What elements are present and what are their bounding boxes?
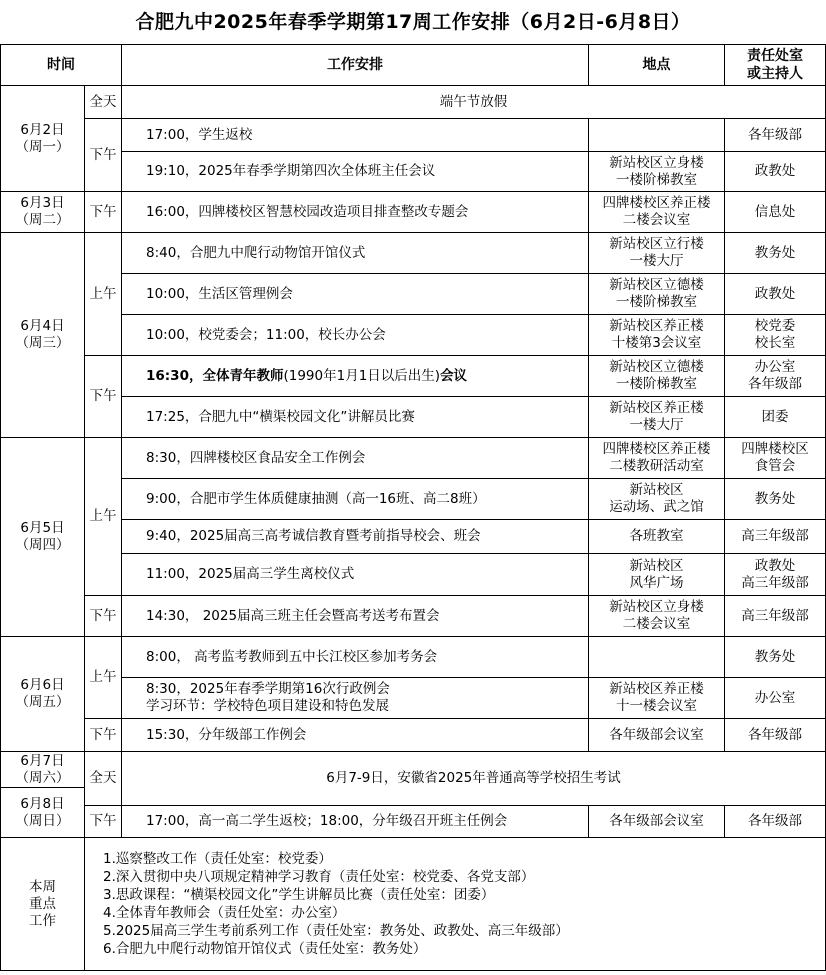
owner-cell: 四牌楼校区 食管会 [725, 438, 826, 479]
period-cell: 上午 [85, 637, 122, 719]
date-cell: 6月6日 （周五） [1, 637, 85, 752]
date-cell: 6月7日 （周六） [1, 752, 85, 788]
table-row [1, 397, 826, 438]
period-cell: 下午 [85, 192, 122, 233]
place-cell: 新站校区立行楼 一楼大厅 [589, 233, 725, 274]
table-row [1, 233, 826, 274]
work-cell: 8:30，2025年春季学期第16次行政例会 学习环节：学校特色项目建设和特色发展 [122, 678, 589, 719]
page-title: 合肥九中2025年春季学期第17周工作安排（6月2日-6月8日） [135, 11, 691, 33]
table-row [1, 520, 826, 554]
owner-cell: 政教处 [725, 274, 826, 315]
work-cell: 17:00，学生返校 [122, 119, 589, 152]
table-row [1, 315, 826, 356]
place-cell: 各班教室 [589, 520, 725, 554]
owner-cell: 高三年级部 [725, 596, 826, 637]
owner-cell: 教务处 [725, 637, 826, 678]
place-cell: 四牌楼校区养正楼 二楼教研活动室 [589, 438, 725, 479]
place-cell: 新站校区 风华广场 [589, 554, 725, 596]
focus-item: 5.2025届高三学生考前系列工作（责任处室：教务处、政教处、高三年级部） [103, 923, 569, 939]
table-row [1, 678, 826, 719]
owner-cell: 教务处 [725, 233, 826, 274]
date-cell: 6月5日 （周四） [1, 438, 85, 637]
focus-list [85, 838, 826, 971]
owner-cell: 教务处 [725, 479, 826, 520]
work-cell: 10:00，生活区管理例会 [122, 274, 589, 315]
owner-cell: 各年级部 [725, 119, 826, 152]
table-row [1, 637, 826, 678]
owner-cell: 政教处 高三年级部 [725, 554, 826, 596]
work-cell: 15:30，分年级部工作例会 [122, 719, 589, 752]
header-owner: 责任处室 或主持人 [725, 45, 826, 86]
focus-item: 2.深入贯彻中央八项规定精神学习教育（责任处室：校党委、各党支部） [103, 869, 535, 885]
period-cell: 下午 [85, 356, 122, 438]
place-cell: 各年级部会议室 [589, 719, 725, 752]
table-row [1, 192, 826, 233]
work-cell: 11:00，2025届高三学生离校仪式 [122, 554, 589, 596]
date-cell: 6月8日 （周日） [1, 788, 85, 838]
table-row [1, 596, 826, 637]
place-cell: 新站校区养正楼 一楼大厅 [589, 397, 725, 438]
work-cell [122, 356, 589, 397]
work-cell: 8:30，四牌楼校区食品安全工作例会 [122, 438, 589, 479]
work-cell: 14:30， 2025届高三班主任会暨高考送考布置会 [122, 596, 589, 637]
place-cell: 新站校区立身楼 一楼阶梯教室 [589, 152, 725, 192]
header-work: 工作安排 [122, 45, 589, 86]
table-row [1, 479, 826, 520]
owner-cell: 各年级部 [725, 806, 826, 838]
focus-row [1, 838, 826, 971]
owner-cell: 政教处 [725, 152, 826, 192]
place-cell: 新站校区养正楼 十一楼会议室 [589, 678, 725, 719]
period-cell: 上午 [85, 438, 122, 596]
table-row [1, 752, 826, 788]
period-cell: 下午 [85, 806, 122, 838]
place-cell [589, 119, 725, 152]
place-cell: 新站校区立德楼 一楼阶梯教室 [589, 356, 725, 397]
place-cell: 新站校区养正楼 十楼第3会议室 [589, 315, 725, 356]
place-cell: 新站校区立德楼 一楼阶梯教室 [589, 274, 725, 315]
work-text-bold: 16:30，全体青年教师 [146, 367, 284, 384]
table-row [1, 719, 826, 752]
work-cell: 9:00，合肥市学生体质健康抽测（高一16班、高二8班） [122, 479, 589, 520]
schedule-table [0, 44, 826, 971]
table-row [1, 86, 826, 119]
table-row [1, 152, 826, 192]
work-cell: 端午节放假 [122, 86, 826, 119]
focus-label: 本周 重点 工作 [1, 838, 85, 971]
owner-cell: 信息处 [725, 192, 826, 233]
table-row [1, 356, 826, 397]
work-cell: 16:00，四牌楼校区智慧校园改造项目排查整改专题会 [122, 192, 589, 233]
owner-cell: 办公室 [725, 678, 826, 719]
table-row [1, 119, 826, 152]
date-cell: 6月3日 （周二） [1, 192, 85, 233]
place-cell: 新站校区立身楼 二楼会议室 [589, 596, 725, 637]
owner-cell: 校党委 校长室 [725, 315, 826, 356]
owner-cell: 办公室 各年级部 [725, 356, 826, 397]
work-text-note: (1990年1月1日以后出生) [283, 367, 441, 384]
work-cell: 9:40，2025届高三高考诚信教育暨考前指导校会、班会 [122, 520, 589, 554]
work-cell: 17:25，合肥九中“横渠校园文化”讲解员比赛 [122, 397, 589, 438]
period-cell: 上午 [85, 233, 122, 356]
owner-cell: 团委 [725, 397, 826, 438]
header-time: 时间 [1, 45, 122, 86]
header-place: 地点 [589, 45, 725, 86]
period-cell: 全天 [85, 752, 122, 806]
period-cell: 全天 [85, 86, 122, 119]
focus-item: 1.巡察整改工作（责任处室：校党委） [103, 851, 332, 867]
place-cell [589, 637, 725, 678]
table-row [1, 274, 826, 315]
work-cell: 6月7-9日，安徽省2025年普通高等学校招生考试 [122, 752, 826, 806]
place-cell: 四牌楼校区养正楼 二楼会议室 [589, 192, 725, 233]
work-cell: 17:00，高一高二学生返校；18:00，分年级召开班主任例会 [122, 806, 589, 838]
date-cell: 6月4日 （周三） [1, 233, 85, 438]
date-cell: 6月2日 （周一） [1, 86, 85, 192]
place-cell: 新站校区 运动场、武之馆 [589, 479, 725, 520]
work-cell: 19:10，2025年春季学期第四次全体班主任会议 [122, 152, 589, 192]
focus-item: 3.思政课程：“横渠校园文化”学生讲解员比赛（责任处室：团委） [103, 887, 495, 903]
work-cell: 10:00，校党委会；11:00，校长办公会 [122, 315, 589, 356]
header-row [1, 45, 826, 86]
period-cell: 下午 [85, 119, 122, 192]
focus-item: 4.全体青年教师会（责任处室：办公室） [103, 905, 346, 921]
work-cell: 8:00， 高考监考教师到五中长江校区参加考务会 [122, 637, 589, 678]
table-row [1, 806, 826, 838]
table-row [1, 438, 826, 479]
owner-cell: 各年级部 [725, 719, 826, 752]
focus-item: 6.合肥九中爬行动物馆开馆仪式（责任处室：教务处） [103, 941, 427, 957]
period-cell: 下午 [85, 596, 122, 637]
owner-cell: 高三年级部 [725, 520, 826, 554]
work-text-bold: 会议 [440, 367, 468, 384]
period-cell: 下午 [85, 719, 122, 752]
work-cell: 8:40，合肥九中爬行动物馆开馆仪式 [122, 233, 589, 274]
place-cell: 各年级部会议室 [589, 806, 725, 838]
table-row [1, 554, 826, 596]
